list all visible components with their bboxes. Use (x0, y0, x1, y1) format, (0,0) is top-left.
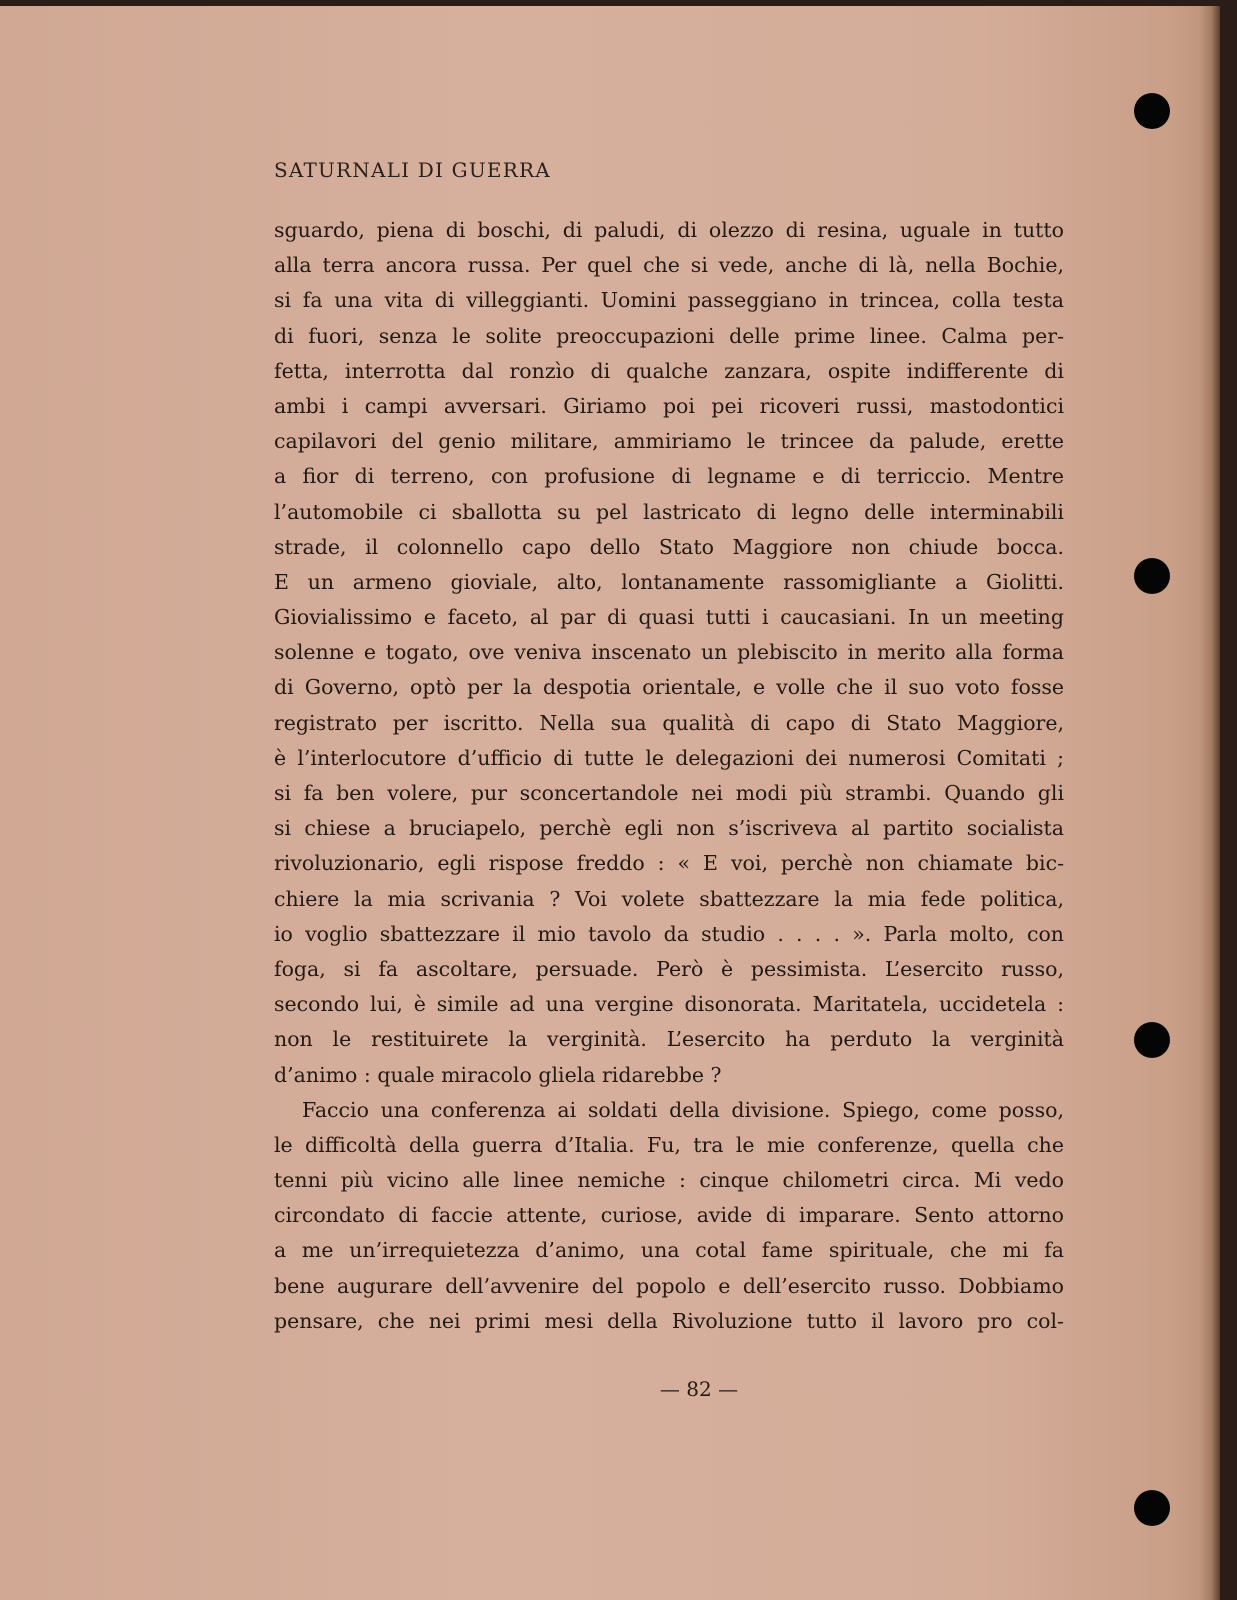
text-line: tenni più vicino alle linee nemiche : cinque chilometri circa. Mi vedo (274, 1168, 1064, 1193)
page-edge (1198, 6, 1220, 1600)
text-line: rivoluzionario, egli rispose freddo : « E voi, perchè non chiamate bic- (274, 851, 1064, 876)
text-line: di fuori, senza le solite preoccupazioni delle prime linee. Calma per- (274, 323, 1064, 348)
punch-hole (1134, 1022, 1170, 1058)
text-line: si chiese a bruciapelo, perchè egli non s’iscriveva al partito socialista (274, 816, 1064, 841)
text-line: l’automobile ci sballotta su pel lastricato di legno delle interminabili (274, 499, 1064, 524)
text-line: a me un’irrequietezza d’animo, una cotal fame spirituale, che mi fa (274, 1238, 1064, 1263)
text-line: pensare, che nei primi mesi della Rivoluzione tutto il lavoro pro col- (274, 1308, 1064, 1333)
text-line: ambi i campi avversari. Giriamo poi pei ricoveri russi, mastodontici (274, 393, 1064, 418)
body-text (274, 213, 1064, 1339)
text-line: chiere la mia scrivania ? Voi volete sbattezzare la mia fede politica, (274, 886, 1064, 911)
text-line: foga, si fa ascoltare, persuade. Però è pessimista. L’esercito russo, (274, 956, 1064, 981)
text-line: sguardo, piena di boschi, di paludi, di olezzo di resina, uguale in tutto (274, 218, 1064, 242)
text-line: di Governo, optò per la despotia orientale, e volle che il suo voto fosse (274, 675, 1064, 700)
text-line: solenne e togato, ove veniva inscenato un plebiscito in merito alla forma (274, 640, 1064, 665)
text-line: capilavori del genio militare, ammiriamo le trincee da palude, erette (274, 429, 1064, 454)
book-page (0, 6, 1220, 1600)
text-line: alla terra ancora russa. Per quel che si vede, anche di là, nella Bochie, (274, 253, 1064, 278)
text-line: a fior di terreno, con profusione di legname e di terriccio. Mentre (274, 464, 1064, 489)
text-line: E un armeno gioviale, alto, lontanamente rassomigliante a Giolitti. (274, 569, 1064, 594)
punch-hole (1134, 558, 1170, 594)
punch-hole (1134, 93, 1170, 129)
text-line: io voglio sbattezzare il mio tavolo da studio . . . . ». Parla molto, con (274, 921, 1064, 946)
text-line: è l’interlocutore d’ufficio di tutte le delegazioni dei numerosi Comitati ; (274, 745, 1064, 770)
text-line: le difficoltà della guerra d’Italia. Fu, tra le mie conferenze, quella che (274, 1132, 1064, 1157)
text-line: non le restituirete la verginità. L’esercito ha perduto la verginità (274, 1027, 1064, 1052)
text-line: d’animo : quale miracolo gliela ridarebbe ? (274, 1062, 722, 1087)
punch-hole (1134, 1490, 1170, 1526)
page-number: — 82 — (659, 1377, 739, 1401)
text-line: Faccio una conferenza ai soldati della divisione. Spiego, come posso, (302, 1097, 1064, 1122)
text-line: bene augurare dell’avvenire del popolo e dell’esercito russo. Dobbiamo (274, 1273, 1064, 1298)
text-line: si fa una vita di villeggianti. Uomini passeggiano in trincea, colla testa (274, 288, 1064, 313)
text-line: secondo lui, è simile ad una vergine disonorata. Maritatela, uccidetela : (274, 992, 1064, 1017)
text-line: fetta, interrotta dal ronzìo di qualche zanzara, ospite indifferente di (274, 358, 1064, 383)
running-head: SATURNALI DI GUERRA (274, 158, 551, 182)
text-line: si fa ben volere, pur sconcertandole nei modi più strambi. Quando gli (274, 781, 1064, 805)
text-line: strade, il colonnello capo dello Stato Maggiore non chiude bocca. (274, 534, 1064, 559)
text-line: Giovialissimo e faceto, al par di quasi tutti i caucasiani. In un meeting (274, 605, 1064, 630)
text-line: registrato per iscritto. Nella sua qualità di capo di Stato Maggiore, (274, 710, 1064, 735)
text-line: circondato di faccie attente, curiose, avide di imparare. Sento attorno (274, 1203, 1064, 1228)
